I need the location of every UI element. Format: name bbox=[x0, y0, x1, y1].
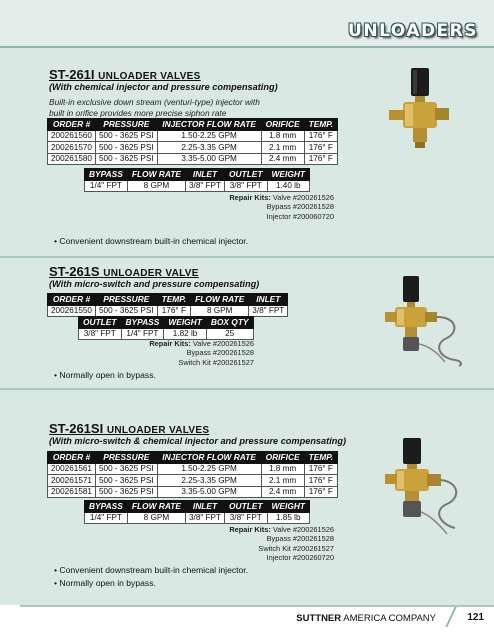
table-row bbox=[85, 180, 310, 192]
flow-rate-cell: 8 GPM bbox=[127, 512, 185, 524]
flow-rate-cell: 3.35-5.00 GPM bbox=[157, 153, 261, 165]
pressure-cell: 500 - 3625 PSI bbox=[95, 463, 157, 475]
column-header: OUTLET bbox=[79, 317, 122, 329]
pressure-cell: 500 - 3625 PSI bbox=[95, 142, 157, 154]
repair-line: Switch Kit #200261527 bbox=[178, 357, 254, 367]
order-number: 200261581 bbox=[48, 486, 96, 498]
weight-cell: 1.40 lb bbox=[267, 180, 310, 192]
column-header: ORDER # bbox=[48, 119, 96, 131]
table-row bbox=[48, 130, 338, 142]
description-line: built in orifice provides more precise siphon rate bbox=[49, 108, 227, 118]
spec-table-secondary bbox=[78, 316, 254, 340]
page-number: 121 bbox=[467, 612, 484, 623]
table-row bbox=[48, 153, 338, 165]
temp-cell: 176° F bbox=[304, 153, 338, 165]
section-subtitle: (With micro-switch and pressure compensating) bbox=[49, 279, 260, 289]
temp-cell: 176° F bbox=[157, 305, 191, 317]
column-header: BOX QTY bbox=[206, 317, 253, 329]
column-header: OUTLET bbox=[225, 501, 268, 513]
column-header: TEMP. bbox=[304, 452, 338, 464]
title-rest: UNLOADER VALVES bbox=[98, 71, 201, 82]
repair-kits bbox=[149, 339, 254, 367]
repair-line bbox=[229, 193, 334, 202]
column-header: TEMP. bbox=[304, 119, 338, 131]
column-header: INJECTOR FLOW RATE bbox=[157, 452, 261, 464]
unloader-switch-injector-image bbox=[385, 436, 465, 536]
pressure-cell: 500 - 3625 PSI bbox=[95, 486, 157, 498]
company-name-bold: SUTTNER bbox=[296, 613, 342, 624]
title-prefix: ST-261SI bbox=[49, 421, 104, 436]
order-number: 200261561 bbox=[48, 463, 96, 475]
bypass-cell: 1/4" FPT bbox=[85, 180, 128, 192]
table-header-row bbox=[85, 169, 310, 181]
table-row bbox=[48, 142, 338, 154]
orifice-cell: 2.1 mm bbox=[261, 475, 304, 487]
repair-line: Switch Kit #200261527 bbox=[258, 543, 334, 553]
bullet-text: Normally open in bypass. bbox=[59, 370, 156, 380]
bullet-text: Convenient downstream built-in chemical injector. bbox=[59, 236, 249, 246]
table-row bbox=[48, 486, 338, 498]
section-subtitle: (With micro-switch & chemical injector and pressure compensating) bbox=[49, 436, 347, 446]
repair-line: Bypass #200261528 bbox=[266, 534, 334, 544]
flow-rate-cell: 1.50-2.25 GPM bbox=[157, 463, 261, 475]
table-row bbox=[48, 463, 338, 475]
repair-label: Repair Kits: bbox=[229, 525, 271, 534]
flow-rate-cell: 2.25-3.35 GPM bbox=[157, 142, 261, 154]
repair-value: Valve #200261526 bbox=[192, 339, 254, 348]
table-row bbox=[79, 328, 254, 340]
table-header-row bbox=[48, 294, 288, 306]
repair-value: Valve #200261526 bbox=[272, 193, 334, 202]
outlet-cell: 3/8" FPT bbox=[225, 512, 268, 524]
orifice-cell: 1.8 mm bbox=[261, 130, 304, 142]
section-subtitle: (With chemical injector and pressure compensating) bbox=[49, 82, 278, 92]
footer-company bbox=[296, 613, 436, 624]
feature-bullet: • Convenient downstream built-in chemical injector. bbox=[54, 236, 249, 246]
footer-divider bbox=[445, 607, 456, 627]
repair-line: Injector #200260720 bbox=[266, 552, 334, 562]
unloader-valve-image bbox=[385, 66, 455, 150]
inlet-cell: 3/8" FPT bbox=[185, 180, 224, 192]
column-header: ORIFICE bbox=[261, 119, 304, 131]
repair-line: Bypass #200261528 bbox=[186, 348, 254, 358]
bullet-text: Convenient downstream built-in chemical injector. bbox=[59, 565, 249, 575]
section-title bbox=[49, 67, 201, 82]
orifice-cell: 2.4 mm bbox=[261, 153, 304, 165]
page-title: UNLOADERS bbox=[348, 21, 478, 41]
unloader-switch-image bbox=[385, 272, 465, 368]
repair-kits bbox=[229, 193, 334, 221]
column-header: TEMP. bbox=[157, 294, 191, 306]
feature-bullet: • Convenient downstream built-in chemical injector. bbox=[54, 565, 249, 575]
feature-bullet: • Normally open in bypass. bbox=[54, 370, 156, 380]
pressure-cell: 500 - 3625 PSI bbox=[95, 475, 157, 487]
repair-line: Bypass #200261528 bbox=[266, 202, 334, 212]
spec-table-secondary bbox=[84, 500, 310, 524]
column-header: ORDER # bbox=[48, 294, 96, 306]
temp-cell: 176° F bbox=[304, 486, 338, 498]
temp-cell: 176° F bbox=[304, 463, 338, 475]
outlet-cell: 3/8" FPT bbox=[79, 328, 122, 340]
inlet-cell: 3/8" FPT bbox=[185, 512, 224, 524]
spec-table bbox=[47, 451, 338, 498]
repair-kits bbox=[229, 525, 334, 562]
title-prefix: ST-261I bbox=[49, 67, 95, 82]
title-rest: UNLOADER VALVES bbox=[106, 425, 210, 436]
column-header: BYPASS bbox=[85, 501, 128, 513]
column-header: BYPASS bbox=[85, 169, 128, 181]
table-row bbox=[85, 512, 310, 524]
flow-rate-cell: 1.50-2.25 GPM bbox=[157, 130, 261, 142]
repair-label: Repair Kits: bbox=[149, 339, 191, 348]
spec-table-secondary bbox=[84, 168, 310, 192]
repair-line: Injector #200060720 bbox=[266, 211, 334, 221]
repair-value: Valve #200261526 bbox=[272, 525, 334, 534]
table-header-row bbox=[48, 119, 338, 131]
column-header: INLET bbox=[249, 294, 288, 306]
column-header: PRESSURE bbox=[95, 452, 157, 464]
table-header-row bbox=[48, 452, 338, 464]
spec-table bbox=[47, 293, 288, 317]
order-number: 200261571 bbox=[48, 475, 96, 487]
order-number: 200261560 bbox=[48, 130, 96, 142]
outlet-cell: 3/8" FPT bbox=[225, 180, 268, 192]
box-qty-cell: 25 bbox=[206, 328, 253, 340]
order-number: 200261550 bbox=[48, 305, 96, 317]
weight-cell: 1.82 lb bbox=[164, 328, 207, 340]
pressure-cell: 500 - 3625 PSI bbox=[95, 153, 157, 165]
order-number: 200261580 bbox=[48, 153, 96, 165]
temp-cell: 176° F bbox=[304, 142, 338, 154]
column-header: OUTLET bbox=[225, 169, 268, 181]
column-header: INLET bbox=[185, 501, 224, 513]
orifice-cell: 2.1 mm bbox=[261, 142, 304, 154]
column-header: INLET bbox=[185, 169, 224, 181]
flow-rate-cell: 8 GPM bbox=[127, 180, 185, 192]
repair-label: Repair Kits: bbox=[229, 193, 271, 202]
column-header: WEIGHT bbox=[267, 169, 310, 181]
title-rest: UNLOADER VALVE bbox=[103, 268, 199, 279]
orifice-cell: 1.8 mm bbox=[261, 463, 304, 475]
column-header: INJECTOR FLOW RATE bbox=[157, 119, 261, 131]
temp-cell: 176° F bbox=[304, 130, 338, 142]
column-header: BYPASS bbox=[121, 317, 164, 329]
inlet-cell: 3/8" FPT bbox=[249, 305, 288, 317]
column-header: WEIGHT bbox=[267, 501, 310, 513]
temp-cell: 176° F bbox=[304, 475, 338, 487]
repair-line bbox=[149, 339, 254, 348]
flow-rate-cell: 3.35-5.00 GPM bbox=[157, 486, 261, 498]
bullet-text: Normally open in bypass. bbox=[59, 578, 156, 588]
description-line: Built-in exclusive down stream (venturi-type) injector with bbox=[49, 97, 260, 107]
flow-rate-cell: 8 GPM bbox=[191, 305, 249, 317]
column-header: FLOW RATE bbox=[127, 501, 185, 513]
company-name-rest: AMERICA COMPANY bbox=[343, 613, 436, 624]
orifice-cell: 2.4 mm bbox=[261, 486, 304, 498]
weight-cell: 1.85 lb bbox=[267, 512, 310, 524]
title-prefix: ST-261S bbox=[49, 264, 100, 279]
column-header: PRESSURE bbox=[95, 119, 157, 131]
section-title bbox=[49, 421, 209, 436]
bypass-cell: 1/4" FPT bbox=[85, 512, 128, 524]
column-header: PRESSURE bbox=[95, 294, 157, 306]
pressure-cell: 500 - 3625 PSI bbox=[95, 305, 157, 317]
table-header-row bbox=[85, 501, 310, 513]
order-number: 200261570 bbox=[48, 142, 96, 154]
feature-bullet: • Normally open in bypass. bbox=[54, 578, 156, 588]
column-header: ORDER # bbox=[48, 452, 96, 464]
bypass-cell: 1/4" FPT bbox=[121, 328, 164, 340]
table-header-row bbox=[79, 317, 254, 329]
column-header: ORIFICE bbox=[261, 452, 304, 464]
column-header: WEIGHT bbox=[164, 317, 207, 329]
column-header: FLOW RATE bbox=[127, 169, 185, 181]
column-header: FLOW RATE bbox=[191, 294, 249, 306]
flow-rate-cell: 2.25-3.35 GPM bbox=[157, 475, 261, 487]
table-row bbox=[48, 305, 288, 317]
pressure-cell: 500 - 3625 PSI bbox=[95, 130, 157, 142]
footer-rule bbox=[20, 605, 494, 607]
spec-table bbox=[47, 118, 338, 165]
repair-line bbox=[229, 525, 334, 534]
table-row bbox=[48, 475, 338, 487]
section-title bbox=[49, 264, 199, 279]
section-description bbox=[49, 97, 260, 119]
